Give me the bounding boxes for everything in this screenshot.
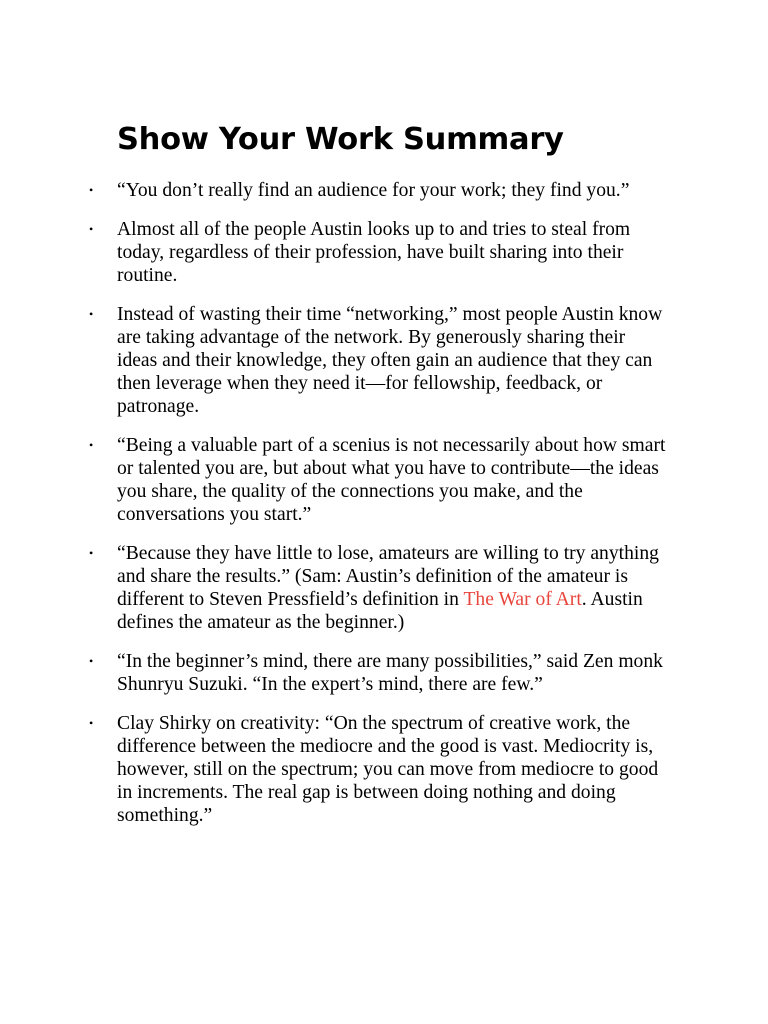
- bullet-icon: •: [89, 222, 94, 236]
- list-item-text: “In the beginner’s mind, there are many possibilities,” said Zen monk Shunryu Suzuki. “In the expert’s mind, there are few.”: [117, 651, 663, 695]
- list-item-text-before-link: “Because they have little to lose, amateurs are willing to try anything and share the results.” (Sam: Austin’s definition of the amateur is different to Steven Pressfield’s definition in: [117, 543, 659, 610]
- list-item: [87, 218, 667, 287]
- bullet-icon: •: [89, 546, 94, 560]
- list-item-text: Almost all of the people Austin looks up to and tries to steal from today, regardless of their profession, have built sharing into their routine.: [117, 219, 631, 286]
- bullet-icon: •: [89, 716, 94, 730]
- bullet-icon: •: [89, 654, 94, 668]
- page-title: Show Your Work Summary: [117, 122, 564, 157]
- list-item-text: [117, 542, 667, 634]
- bullet-icon: •: [89, 438, 94, 452]
- list-item-text: Instead of wasting their time “networking,” most people Austin know are taking advantage of the network. By generously sharing their ideas and their knowledge, they often gain an audience that they can then leverage when they need it—for fellowship, feedback, or patronage.: [117, 304, 663, 417]
- list-item: [87, 303, 667, 418]
- bullet-icon: •: [89, 183, 94, 197]
- list-item-text: Clay Shirky on creativity: “On the spectrum of creative work, the difference between the mediocre and the good is vast. Mediocrity is, however, still on the spectrum; you can move from mediocre to good in increments. The real gap is between doing nothing and doing something.”: [117, 713, 659, 826]
- list-item-text: “Being a valuable part of a scenius is not necessarily about how smart or talented you are, but about what you have to contribute—the ideas you share, the quality of the connections you make, and the conversations you start.”: [117, 435, 666, 525]
- bullet-icon: •: [89, 307, 94, 321]
- list-item: [87, 650, 667, 696]
- war-of-art-link[interactable]: The War of Art: [463, 589, 582, 610]
- list-item: [87, 434, 667, 526]
- list-item: [87, 712, 667, 827]
- list-item-text-after-link: . Austin defines the amateur as the beginner.): [117, 589, 643, 633]
- list-item-text: “You don’t really find an audience for your work; they find you.”: [117, 180, 630, 201]
- bullet-list: [87, 179, 667, 843]
- list-item: [87, 542, 667, 634]
- list-item: [87, 179, 667, 202]
